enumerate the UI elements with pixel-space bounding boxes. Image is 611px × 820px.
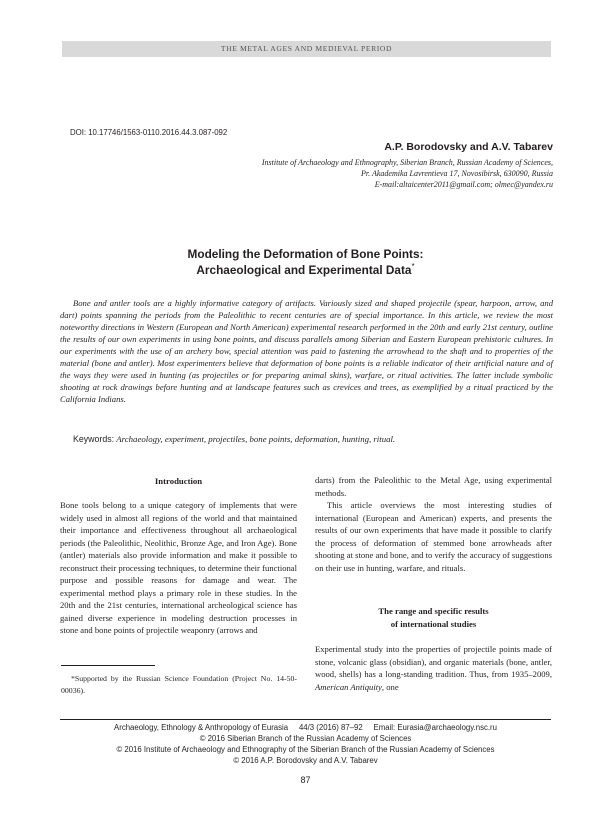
journal-name: American Antiquity (315, 681, 382, 692)
footer-copyright-2: © 2016 Institute of Archaeology and Ethnography of the Siberian Branch of the Russian Academy of Sciences (116, 745, 495, 754)
abstract: Bone and antler tools are a highly informative category of artifacts. Variously sized and shaped projectile (spear, harpoon, arrow, and dart) points spanning the periods from the Paleolithic to recent centuries are of special importance. In this article, we review the most noteworthy directions in Western (European and North American) experimental research performed in the 20th and early 21st century, outline the results of our own experiments in using bone points, and discuss parallels among Siberian and Eastern European prehistoric cultures. In our experiments with the use of an archery bow, special attention was paid to fastening the arrowhead to the shaft and to properties of the material (bone and antler). Most experimenters believe that deformation of bone points is a reliable indicator of their artificial nature and of the ways they were used in hunting (as projectiles or for preparing animal skins), warfare, or ritual activities. The latter include symbolic shooting at rock drawings before hunting and at landscape features such as crevices and trees, as exemplified by a ritual practiced by the California Indians. (60, 298, 553, 405)
intro-continuation: darts) from the Paleolithic to the Metal Age, using experimental methods. (315, 475, 552, 498)
section-text-end: , one (381, 681, 399, 692)
footer-divider (60, 719, 551, 720)
keywords-text: Archaeology, experiment, projectiles, bone points, deformation, hunting, ritual. (116, 434, 396, 444)
authors: A.P. Borodovsky and A.V. Tabarev (384, 141, 553, 153)
section-heading-line-2: of international studies (390, 619, 477, 629)
intro-paragraph-2: This article overviews the most interesting studies of international (European and American) experts, and presents the results of our own experiments that have made it possible to clarify the process of deformation of stemmed bone arrowheads after shooting at stone and bone, and to verify the accuracy of suggestions on their use in hunting, warfare, and rituals. (315, 500, 552, 573)
footnote-marker[interactable]: * (411, 262, 415, 271)
keywords (73, 434, 553, 444)
footer-copyright-3: © 2016 A.P. Borodovsky and A.V. Tabarev (233, 756, 378, 765)
footnote: *Supported by the Russian Science Foundation (Project No. 14-50-00036). (61, 674, 297, 695)
keywords-label: Keywords: (73, 434, 115, 444)
footer-journal-line: Archaeology, Ethnology & Anthropology of Eurasia 44/3 (2016) 87–92 Email: Eurasia@archaeology.nsc.ru (114, 723, 497, 732)
doi[interactable]: DOI: 10.17746/1563-0110.2016.44.3.087-092 (70, 128, 228, 137)
section-header-band: THE METAL AGES AND MEDIEVAL PERIOD (62, 41, 551, 57)
section-heading (315, 605, 552, 631)
affiliation-institute: Institute of Archaeology and Ethnography, Siberian Branch, Russian Academy of Sciences, (261, 158, 553, 167)
article-title-text: Archaeological and Experimental Data (196, 262, 412, 277)
section-heading-line-1: The range and specific results (378, 606, 489, 616)
article-title-line-1: Modeling the Deformation of Bone Points: (187, 247, 424, 261)
article-title-line-2 (60, 262, 551, 277)
section-text-start: Experimental study into the properties of projectile points made of stone, volcanic glass (obsidian), and organic materials (bone, antler, wood, shells) has a long-standing tradition. Thus, from 1935–2009, (315, 644, 552, 679)
footnote-divider (61, 665, 155, 666)
page-number: 87 (300, 775, 311, 785)
section-text (315, 643, 552, 693)
introduction-heading: Introduction (154, 476, 203, 486)
affiliation-address: Pr. Akademika Lavrentieva 17, Novosibirsk, 630090, Russia (361, 169, 553, 179)
affiliation-email[interactable]: E-mail:altaicenter2011@gmail.com; olmec@yandex.ru (374, 180, 553, 190)
affiliation (262, 157, 553, 191)
footer-copyright-1: © 2016 Siberian Branch of the Russian Academy of Sciences (199, 734, 412, 743)
introduction-text: Bone tools belong to a unique category of implements that were widely used in almost all regions of the world and that maintained their importance and effectiveness throughout all archaeological periods (the Paleolithic, Neolithic, Bronze Age, and Iron Age). Bone (antler) materials also provide information and make it possible to reconstruct their processing techniques, to determine their functional purpose and possible reasons for damage and wear. The experimental method plays a primary role in these studies. In the 20th and the 21st centuries, international archeological science has gained diverse experience in modeling destruction processes in stone and bone points of projectile weaponry (arrows and (60, 500, 297, 635)
